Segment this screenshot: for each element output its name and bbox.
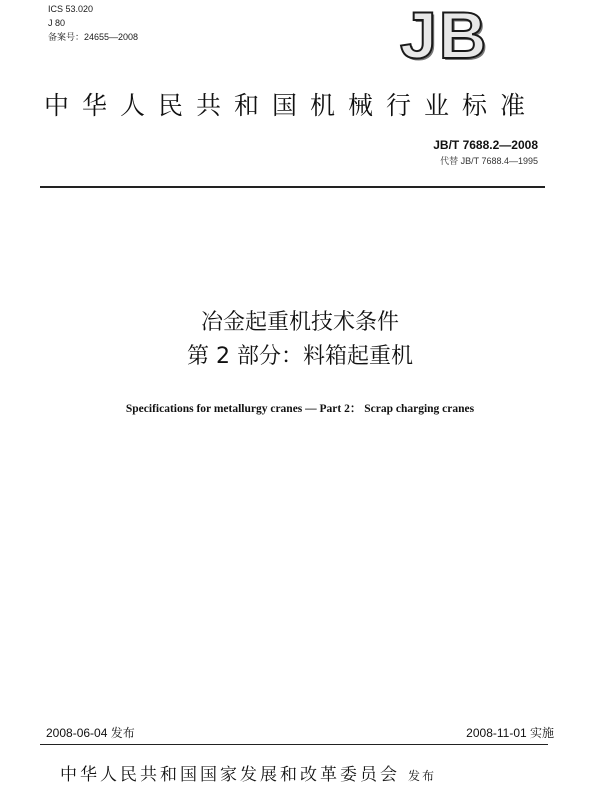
industry-standard-title: 中华人民共和国机械行业标准 — [44, 91, 539, 120]
replaces-standard: 代替 JB/T 7688.4—1995 — [440, 156, 538, 166]
ics-code: ICS 53.020 — [48, 4, 94, 14]
document-title-english: Specifications for metallurgy cranes — Part 2： Scrap charging cranes — [125, 403, 475, 415]
jb-logo: JB — [400, 0, 489, 72]
issuer-suffix: 发布 — [408, 769, 437, 783]
issuer-name: 中华人民共和国国家发展和改革委员会 — [60, 765, 400, 785]
issue-date: 2008-06-04 发布 — [46, 726, 135, 740]
effective-date: 2008-11-01 实施 — [466, 726, 554, 740]
filing-number: 备案号：24655—2008 — [48, 32, 139, 42]
issuing-authority — [60, 764, 560, 787]
document-title-line1: 冶金起重机技术条件 — [200, 310, 399, 335]
header-divider — [40, 186, 545, 188]
document-title-line2: 第 2 部分：料箱起重机 — [187, 344, 413, 369]
classification-code: J 80 — [48, 18, 66, 28]
footer-divider — [40, 744, 548, 745]
standard-code: JB/T 7688.2—2008 — [433, 138, 538, 152]
